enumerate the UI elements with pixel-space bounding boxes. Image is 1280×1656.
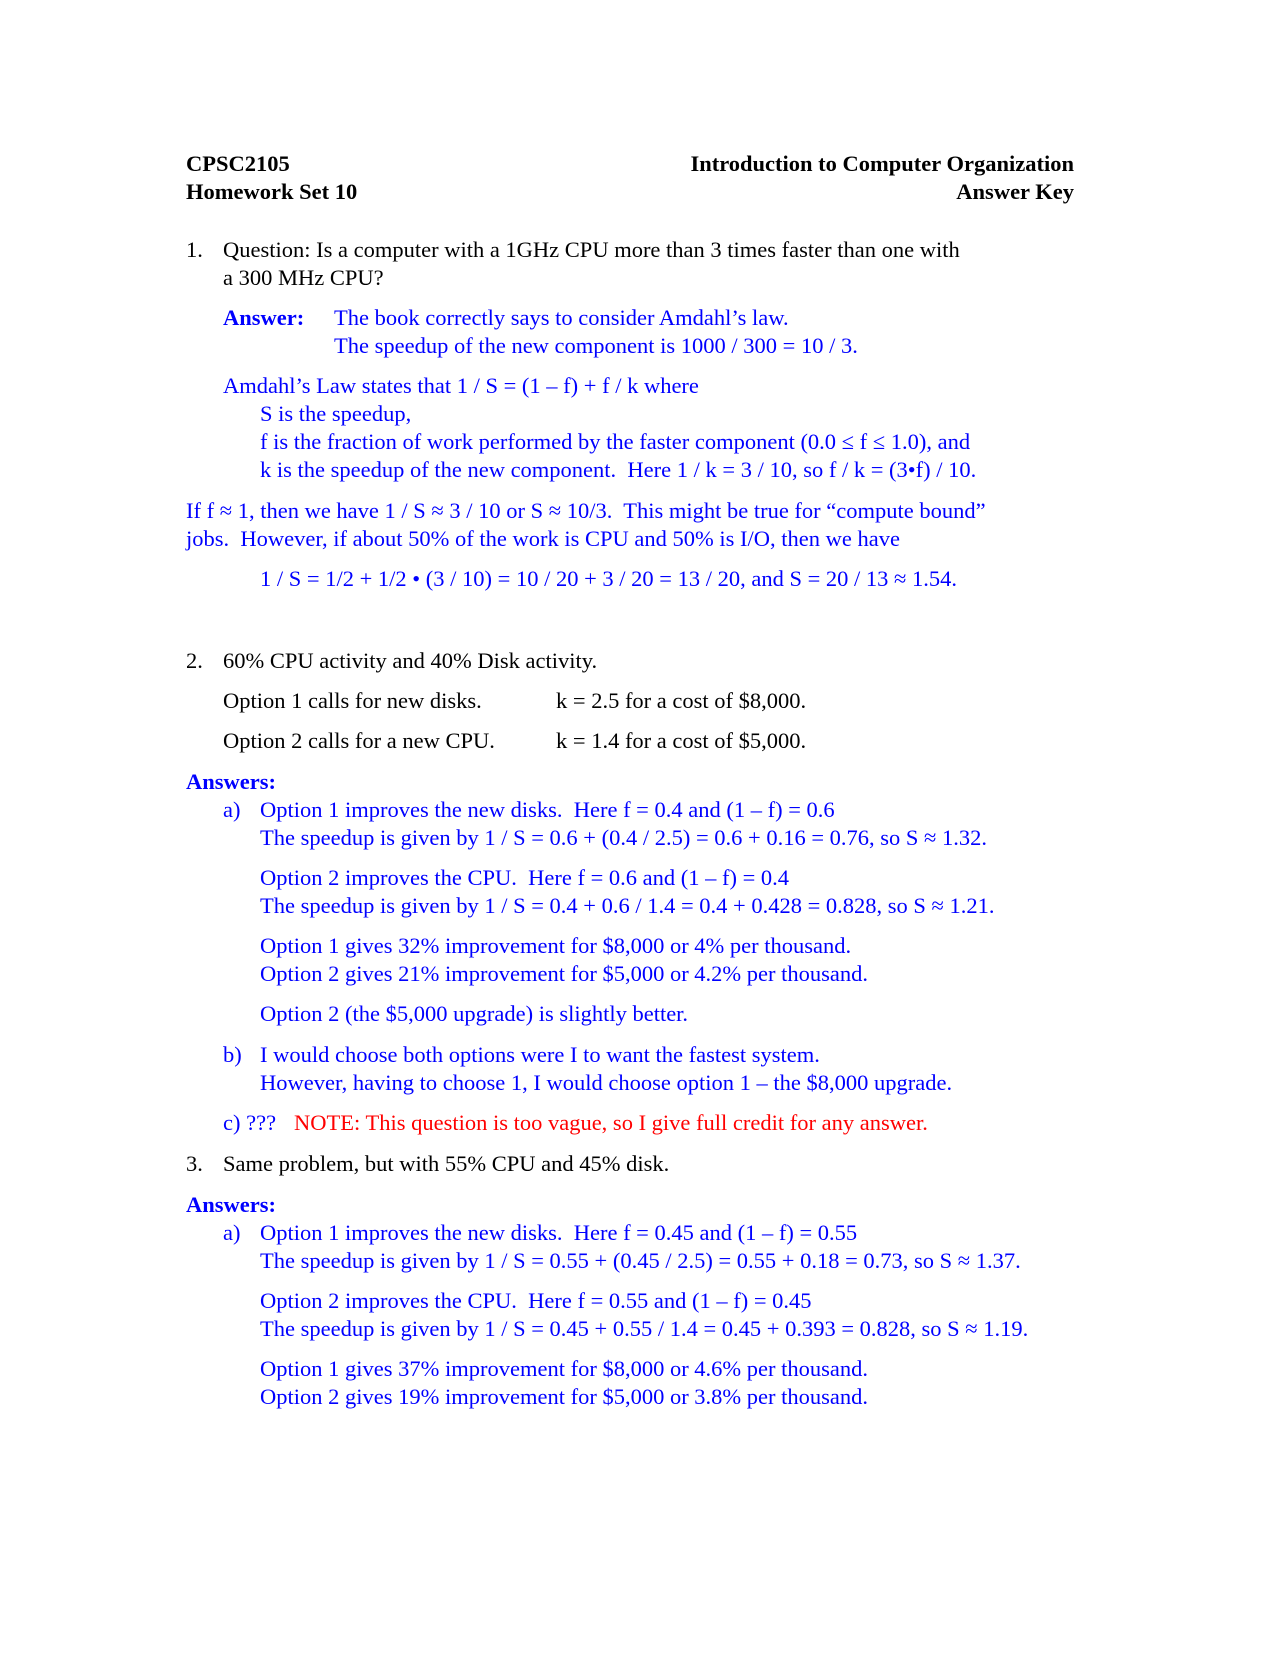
q3-a-line-2: The speedup is given by 1 / S = 0.55 + (0.45 / 2.5) = 0.55 + 0.18 = 0.73, so S ≈ 1.37. [260,1248,1021,1273]
q2-a-line-7: Option 2 (the $5,000 upgrade) is slightly better. [260,1001,689,1026]
q1-answer-line-2: The speedup of the new component is 1000 / 300 = 10 / 3. [334,333,858,358]
q1-question-line-1: Question: Is a computer with a 1GHz CPU more than 3 times faster than one with [223,237,960,262]
q2-c-note: NOTE: This question is too vague, so I give full credit for any answer. [294,1110,928,1135]
q1-law-term-s: S is the speedup, [260,401,412,426]
q1-law-term-k: k is the speedup of the new component. Here 1 / k = 3 / 10, so f / k = (3•f) / 10. [260,457,977,482]
q3-statement: Same problem, but with 55% CPU and 45% disk. [223,1151,670,1176]
q2-part-b-label: b) [223,1042,242,1067]
q1-answer-line-1: The book correctly says to consider Amdahl’s law. [334,305,789,330]
q2-b-line-1: I would choose both options were I to want the fastest system. [260,1042,820,1067]
q2-a-line-6: Option 2 gives 21% improvement for $5,000 or 4.2% per thousand. [260,961,869,986]
answer-key-label: Answer Key [956,179,1074,204]
q3-part-a-label: a) [223,1220,241,1245]
q3-a-line-4: The speedup is given by 1 / S = 0.45 + 0.55 / 1.4 = 0.45 + 0.393 = 0.828, so S ≈ 1.19. [260,1316,1029,1341]
q2-option2-desc: Option 2 calls for a new CPU. [223,728,495,753]
q1-formula: 1 / S = 1/2 + 1/2 • (3 / 10) = 10 / 20 + 3 / 20 = 13 / 20, and S = 20 / 13 ≈ 1.54. [260,566,957,591]
q3-number: 3. [186,1151,203,1176]
q2-a-line-3: Option 2 improves the CPU. Here f = 0.6 and (1 – f) = 0.4 [260,865,790,890]
q1-conclusion-line-1: If f ≈ 1, then we have 1 / S ≈ 3 / 10 or S ≈ 10/3. This might be true for “compute bound” [186,498,986,523]
course-code: CPSC2105 [186,151,290,176]
q1-conclusion-line-2: jobs. However, if about 50% of the work is CPU and 50% is I/O, then we have [186,526,900,551]
q2-a-line-1: Option 1 improves the new disks. Here f = 0.4 and (1 – f) = 0.6 [260,797,835,822]
q1-question-line-2: a 300 MHz CPU? [223,265,384,290]
q1-number: 1. [186,237,203,262]
q2-option1-desc: Option 1 calls for new disks. [223,688,482,713]
q2-number: 2. [186,648,203,673]
q2-statement: 60% CPU activity and 40% Disk activity. [223,648,598,673]
q3-a-line-6: Option 2 gives 19% improvement for $5,000 or 3.8% per thousand. [260,1384,869,1409]
q1-law-term-f: f is the fraction of work performed by the faster component (0.0 ≤ f ≤ 1.0), and [260,429,971,454]
q1-law-intro: Amdahl’s Law states that 1 / S = (1 – f) + f / k where [223,373,699,398]
q2-a-line-5: Option 1 gives 32% improvement for $8,000 or 4% per thousand. [260,933,852,958]
q3-a-line-1: Option 1 improves the new disks. Here f = 0.45 and (1 – f) = 0.55 [260,1220,858,1245]
q2-answers-label: Answers: [186,769,276,794]
homework-title: Homework Set 10 [186,179,358,204]
q3-answers-label: Answers: [186,1192,276,1217]
course-title: Introduction to Computer Organization [690,151,1074,176]
q3-a-line-3: Option 2 improves the CPU. Here f = 0.55 and (1 – f) = 0.45 [260,1288,812,1313]
q2-part-c-label: c) ??? [223,1110,277,1135]
q1-answer-label: Answer: [223,305,305,330]
q2-a-line-4: The speedup is given by 1 / S = 0.4 + 0.6 / 1.4 = 0.4 + 0.428 = 0.828, so S ≈ 1.21. [260,893,995,918]
q3-a-line-5: Option 1 gives 37% improvement for $8,000 or 4.6% per thousand. [260,1356,869,1381]
q2-option1-value: k = 2.5 for a cost of $8,000. [556,688,807,713]
q2-a-line-2: The speedup is given by 1 / S = 0.6 + (0.4 / 2.5) = 0.6 + 0.16 = 0.76, so S ≈ 1.32. [260,825,988,850]
q2-option2-value: k = 1.4 for a cost of $5,000. [556,728,807,753]
q2-part-a-label: a) [223,797,241,822]
q2-b-line-2: However, having to choose 1, I would choose option 1 – the $8,000 upgrade. [260,1070,953,1095]
